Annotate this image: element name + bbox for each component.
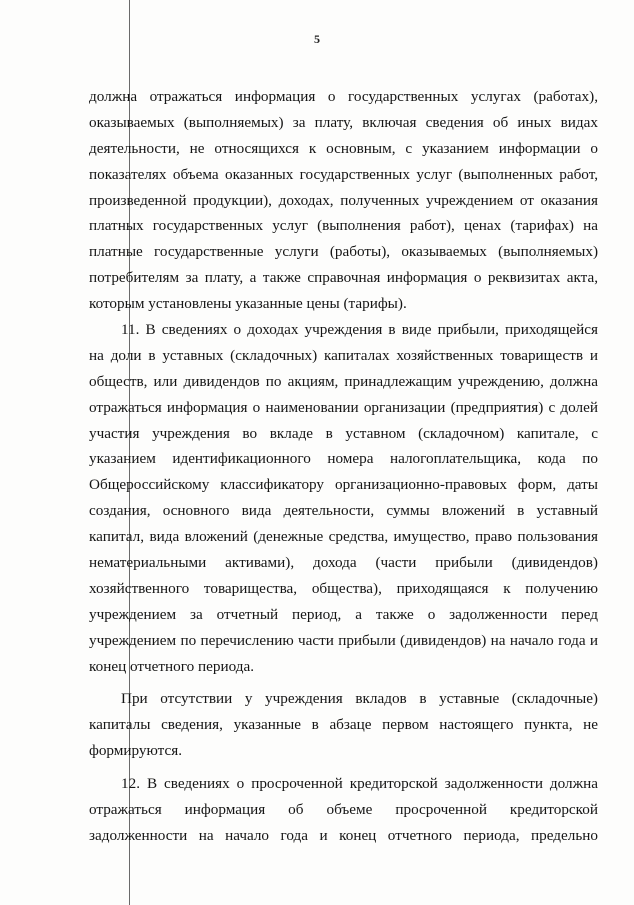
page-number: 5 xyxy=(314,32,320,46)
text-line: создания, основного вида деятельности, суммы вложений в уставный xyxy=(89,502,598,520)
text-line: которым установлены указанные цены (тарифы). xyxy=(89,295,407,313)
text-line: конец отчетного периода. xyxy=(89,657,255,675)
paragraph-continuation xyxy=(89,84,598,317)
text-line: обществ, или дивидендов по акциям, принадлежащим учреждению, должна xyxy=(89,372,598,390)
text-line: хозяйственного товарищества, общества), приходящаяся к получению xyxy=(89,579,598,597)
text-line: учреждением по перечислению части прибыли (дивидендов) на начало года и xyxy=(89,631,598,649)
text-line: указанием идентификационного номера налогоплательщика, кода по xyxy=(89,450,598,468)
body-text xyxy=(89,84,598,849)
paragraph-item-12 xyxy=(89,771,598,849)
text-line: отражаться информация о наименовании организации (предприятия) с долей xyxy=(89,398,598,416)
paragraph-gap xyxy=(89,679,598,686)
text-line: 12. В сведениях о просроченной кредиторской задолженности должна xyxy=(121,775,598,793)
text-line: формируются. xyxy=(89,742,183,760)
text-line: потребителям за плату, а также справочная информация о реквизитах акта, xyxy=(89,269,598,287)
text-line: нематериальными активами), дохода (части прибыли (дивидендов) xyxy=(89,554,598,572)
text-line: капиталы сведения, указанные в абзаце первом настоящего пункта, не xyxy=(89,716,598,734)
text-line: должна отражаться информация о государственных услугах (работах), xyxy=(89,88,598,105)
text-line: капитал, вида вложений (денежные средства, имущество, право пользования xyxy=(89,528,598,546)
text-line: участия учреждения во вкладе в уставном (складочном) капитале, с xyxy=(89,424,598,442)
paragraph-absence-note xyxy=(89,686,598,764)
text-line: деятельности, не относящихся к основным, с указанием информации о xyxy=(89,139,598,157)
paragraph-item-11 xyxy=(89,317,598,679)
text-line: платных государственных услуг (выполнения работ), ценах (тарифах) на xyxy=(89,217,598,235)
text-line: Общероссийскому классификатору организационно-правовых форм, даты xyxy=(89,476,598,494)
text-line: показателях объема оказанных государственных услуг (выполненных работ, xyxy=(89,165,598,183)
text-line: При отсутствии у учреждения вкладов в уставные (складочные) xyxy=(121,690,598,708)
text-line: произведенной продукции), доходах, полученных учреждением от оказания xyxy=(89,191,598,209)
text-line: на доли в уставных (складочных) капиталах хозяйственных товариществ и xyxy=(89,346,598,364)
text-line: оказываемых (выполняемых) за плату, включая сведения об иных видах xyxy=(89,113,598,131)
paragraph-gap xyxy=(89,764,598,771)
text-line: 11. В сведениях о доходах учреждения в виде прибыли, приходящейся xyxy=(121,321,598,339)
text-line: задолженности на начало года и конец отчетного периода, предельно xyxy=(89,826,598,844)
text-line: платные государственные услуги (работы), оказываемых (выполняемых) xyxy=(89,243,598,261)
text-line: отражаться информация об объеме просроченной кредиторской xyxy=(89,801,598,819)
text-line: учреждением за отчетный период, а также о задолженности перед xyxy=(89,605,598,623)
